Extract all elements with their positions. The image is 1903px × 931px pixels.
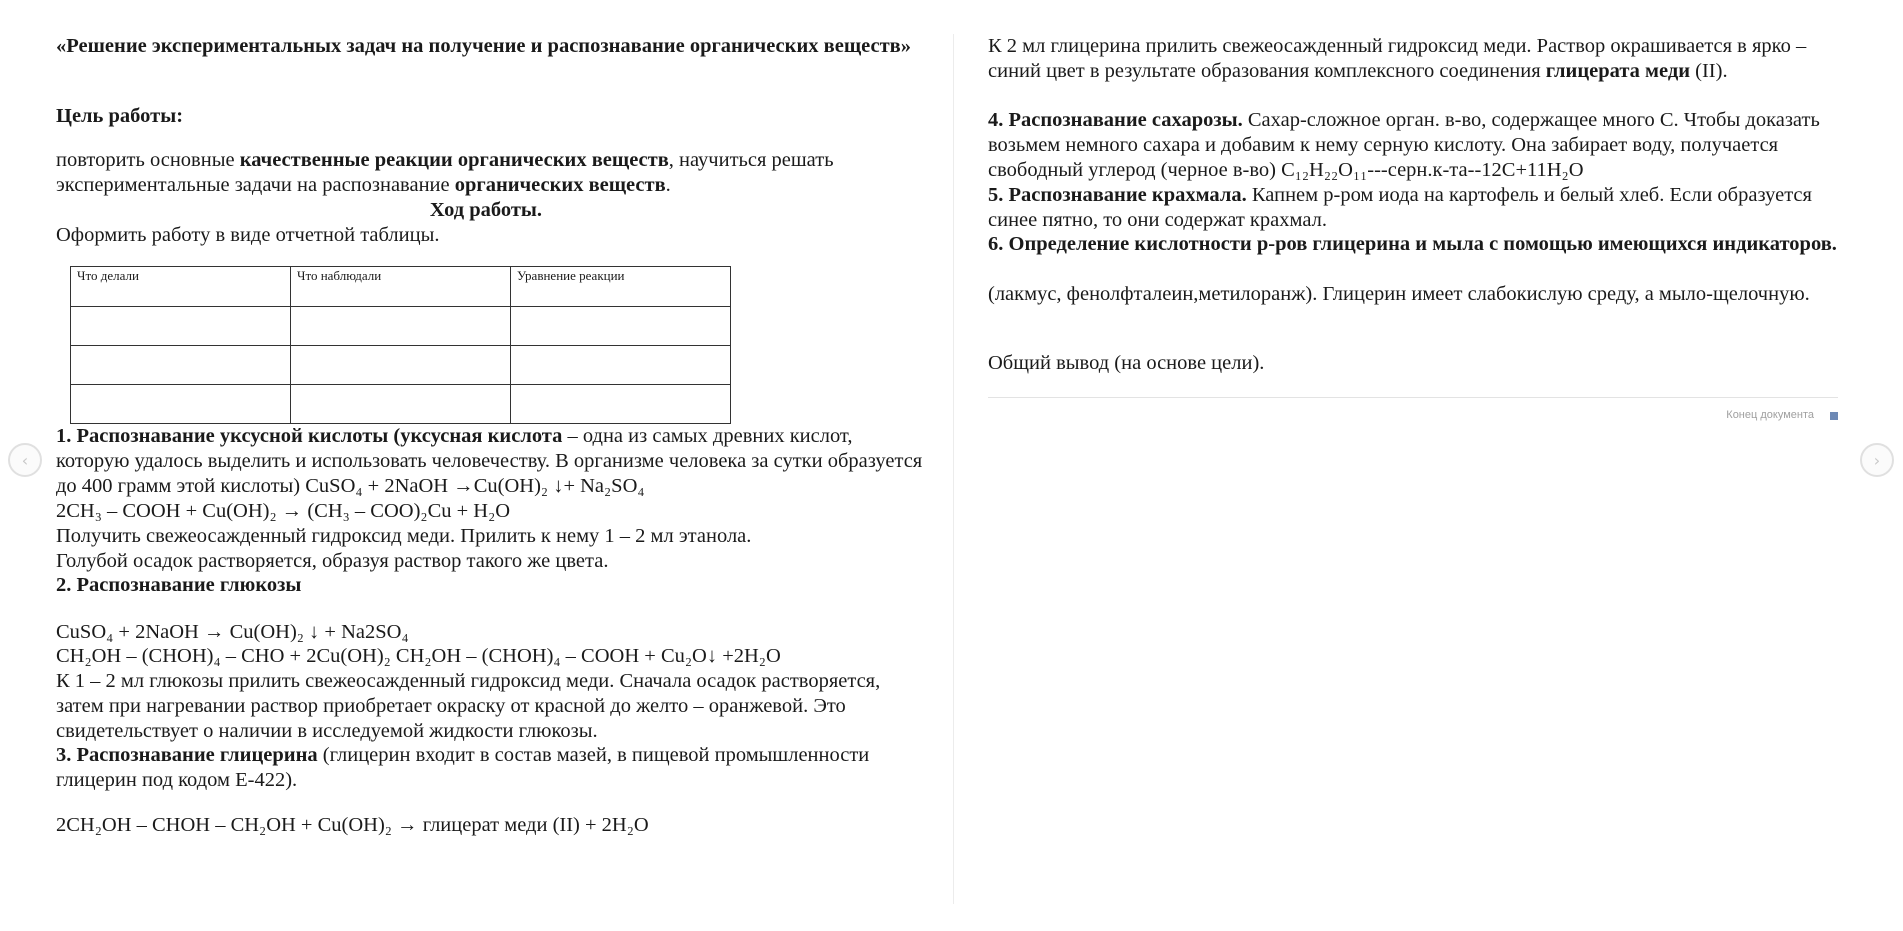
end-marker-icon <box>1830 412 1838 420</box>
conclusion-text: Общий вывод (на основе цели). <box>988 352 1265 374</box>
section-acidity-heading: 6. Определение кислотности р-ров глицерина и мыла с помощью имеющихся индикаторов. <box>988 233 1837 255</box>
table-cell <box>511 307 731 346</box>
table-cell <box>71 307 291 346</box>
document-title: «Решение экспериментальных задач на получение и распознавание органических веществ» <box>56 35 911 57</box>
end-divider <box>988 397 1838 398</box>
glucose-equation-1: CuSO₄ + 2NaOH → Cu(OH)₂ ↓ + Na2SO₄ <box>56 621 409 643</box>
acetic-equation: 2CH₃ – COOH + Cu(OH)₂ → (CH₃ – COO)₂Cu + H₂O <box>56 500 511 522</box>
section-sucrose: 4. Распознавание сахарозы. Сахар-сложное орган. в-во, содержащее много С. Чтобы доказать возьмем немного сахара и добавим к нему серную кислоту. Она забирает воду, получается свободный углерод (черное в-во) С₁₂Н₂₂О₁₁---серн.к-та--12С+11Н₂О <box>988 109 1820 181</box>
glycerin-text: К 2 мл глицерина прилить свежеосажденный гидроксид меди. Раствор окрашивается в ярко – синий цвет в результате образования комплексного соединения глицерата меди (II). <box>988 35 1807 82</box>
table-cell <box>71 385 291 424</box>
table-cell <box>511 385 731 424</box>
goal-heading: Цель работы: <box>56 105 184 127</box>
table-header-row <box>71 267 731 307</box>
chevron-right-icon: › <box>1873 450 1881 470</box>
table-header-cell: Что наблюдали <box>291 267 511 307</box>
table-row <box>71 346 731 385</box>
section-glucose-heading: 2. Распознавание глюкозы <box>56 574 302 596</box>
glucose-equation-2: CH₂OH – (CHOH)₄ – CHO + 2Cu(OH)₂ CH₂OH – (CHOH)₄ – COOH + Cu₂O↓ +2H₂O <box>56 645 781 667</box>
procedure-heading: Ход работы. <box>429 199 543 221</box>
prev-page-button[interactable] <box>8 443 42 477</box>
table-cell <box>291 346 511 385</box>
format-text: Оформить работу в виде отчетной таблицы. <box>56 224 440 246</box>
glycerin-equation: 2CH₂OH – CHOH – CH₂OH + Cu(OH)₂ → глицерат меди (II) + 2H₂O <box>56 814 649 836</box>
glucose-text: К 1 – 2 мл глюкозы прилить свежеосажденный гидроксид меди. Сначала осадок растворяется, затем при нагревании раствор приобретает окраску от красной до желто – оранжевой. Это свидетельствует о наличии в исследуемой жидкости глюкозы. <box>56 670 881 742</box>
table-cell <box>291 385 511 424</box>
table-cell <box>511 346 731 385</box>
page-divider <box>953 34 954 904</box>
end-of-document-label: Конец документа <box>1726 409 1814 421</box>
next-page-button[interactable] <box>1860 443 1894 477</box>
table-row <box>71 385 731 424</box>
acetic-text-1: Получить свежеосажденный гидроксид меди. Прилить к нему 1 – 2 мл этанола. <box>56 525 752 547</box>
table-cell <box>71 346 291 385</box>
table-header-cell: Что делали <box>71 267 291 307</box>
table-header-cell: Уравнение реакции <box>511 267 731 307</box>
section-glycerin: 3. Распознавание глицерина (глицерин входит в состав мазей, в пищевой промышленности глицерин под кодом Е-422). <box>56 744 870 791</box>
acetic-text-2: Голубой осадок растворяется, образуя раствор такого же цвета. <box>56 550 609 572</box>
section-acetic-acid: 1. Распознавание уксусной кислоты (уксусная кислота – одна из самых древних кислот, которую удалось выделить и использовать человечеству. В организме человека за сутки образуется до 400 грамм этой кислоты) CuSO₄ + 2NaOH →Cu(OH)₂ ↓+ Na₂SO₄ <box>56 425 923 497</box>
right-page <box>988 0 1838 931</box>
table-cell <box>291 307 511 346</box>
chevron-left-icon: ‹ <box>21 450 29 470</box>
acidity-text: (лакмус, фенолфталеин,метилоранж). Глицерин имеет слабокислую среду, а мыло-щелочную. <box>988 283 1810 305</box>
left-page <box>56 0 936 931</box>
report-table <box>70 266 731 424</box>
section-starch: 5. Распознавание крахмала. Капнем р-ром иода на картофель и белый хлеб. Если образуется синее пятно, то они содержат крахмал. <box>988 184 1812 231</box>
table-row <box>71 307 731 346</box>
goal-text: повторить основные качественные реакции органических веществ, научиться решать экспериментальные задачи на распознавание органических веществ. <box>56 149 834 196</box>
